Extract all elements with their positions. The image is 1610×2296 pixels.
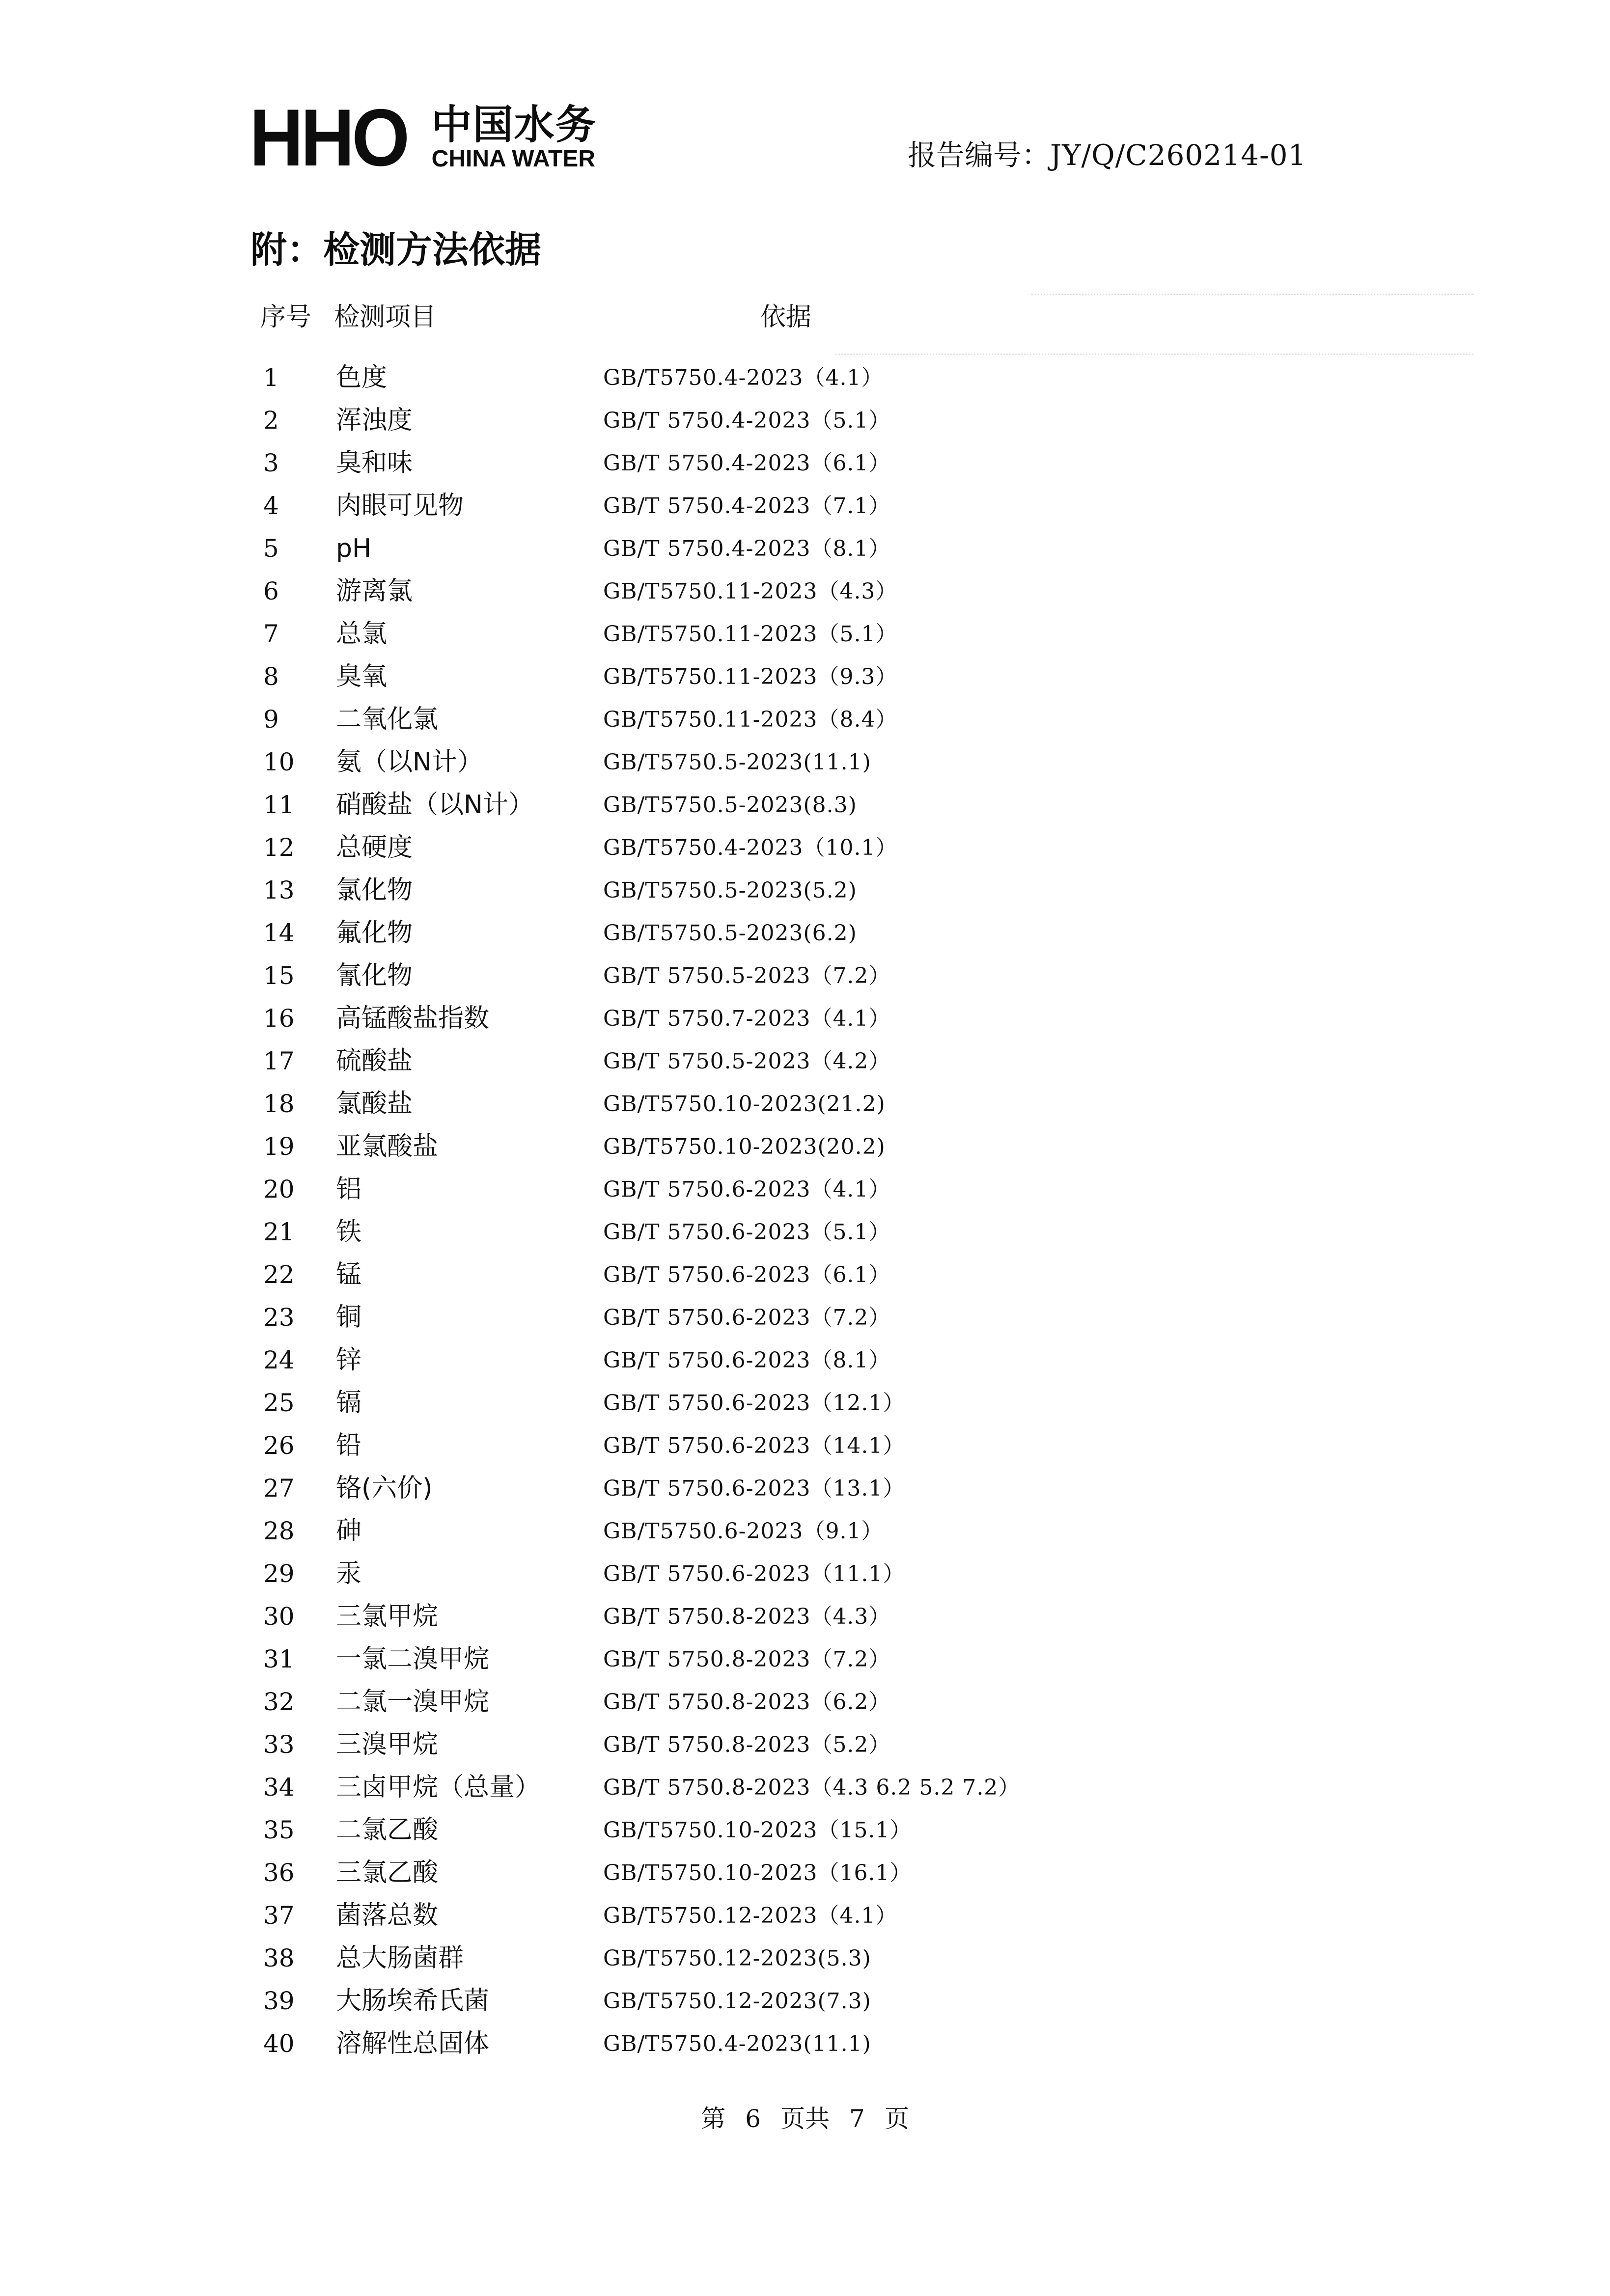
- row-number: 14: [263, 919, 295, 947]
- row-test-item: 三溴甲烷: [336, 1730, 439, 1759]
- row-method-basis: GB/T5750.12-2023（4.1）: [603, 1903, 898, 1928]
- row-method-basis: GB/T5750.11-2023（8.4）: [603, 707, 898, 732]
- row-method-basis: GB/T5750.12-2023(7.3): [603, 1989, 871, 2014]
- row-test-item: 总大肠菌群: [336, 1943, 464, 1973]
- row-test-item: 铬(六价): [336, 1474, 433, 1503]
- row-method-basis: GB/T5750.4-2023(11.1): [603, 2031, 871, 2056]
- row-method-basis: GB/T5750.10-2023（16.1）: [603, 1860, 912, 1886]
- table-row: [0, 527, 1610, 570]
- logo-chinese-name: 中国水务: [431, 101, 597, 148]
- row-number: 25: [263, 1389, 295, 1417]
- row-method-basis: GB/T5750.4-2023（4.1）: [603, 365, 884, 390]
- row-method-basis: GB/T5750.10-2023（15.1）: [603, 1818, 912, 1843]
- row-method-basis: GB/T 5750.8-2023（4.3）: [603, 1604, 891, 1629]
- row-test-item: 锌: [336, 1345, 362, 1375]
- report-number-label: 报告编号：: [908, 138, 1051, 172]
- table-row: [0, 997, 1610, 1040]
- footer-middle: 页共: [780, 2105, 830, 2133]
- row-method-basis: GB/T 5750.8-2023（4.3 6.2 5.2 7.2）: [603, 1775, 1021, 1800]
- row-test-item: 色度: [336, 363, 388, 392]
- row-method-basis: GB/T 5750.6-2023（11.1）: [603, 1561, 905, 1586]
- table-row: [0, 826, 1610, 869]
- row-number: 36: [263, 1859, 295, 1887]
- row-number: 19: [263, 1132, 295, 1161]
- table-row: [0, 1638, 1610, 1681]
- row-number: 7: [263, 620, 279, 648]
- scan-artifact-divider: [835, 354, 1473, 356]
- row-test-item: 锰: [336, 1260, 362, 1289]
- footer-prefix: 第: [701, 2105, 726, 2133]
- row-test-item: 铝: [336, 1175, 362, 1204]
- row-method-basis: GB/T5750.11-2023（4.3）: [603, 579, 898, 604]
- row-test-item: 铁: [336, 1217, 362, 1247]
- row-method-basis: GB/T5750.5-2023(11.1): [603, 750, 871, 775]
- row-test-item: 肉眼可见物: [336, 491, 464, 520]
- table-row: [0, 784, 1610, 826]
- logo-mark: HHO: [250, 92, 407, 183]
- table-row: [0, 1809, 1610, 1852]
- table-row: [0, 955, 1610, 997]
- row-test-item: 菌落总数: [336, 1901, 439, 1930]
- row-number: 35: [263, 1816, 295, 1844]
- row-number: 13: [263, 876, 295, 904]
- row-test-item: 二氯乙酸: [336, 1815, 439, 1845]
- row-number: 12: [263, 833, 295, 862]
- row-test-item: 二氧化氯: [336, 705, 439, 734]
- table-row: [0, 1595, 1610, 1638]
- row-method-basis: GB/T 5750.8-2023（6.2）: [603, 1690, 891, 1715]
- row-number: 37: [263, 1901, 295, 1930]
- row-number: 10: [263, 748, 295, 776]
- row-test-item: 大肠埃希氏菌: [336, 1986, 490, 2016]
- row-method-basis: GB/T5750.10-2023(20.2): [603, 1134, 886, 1159]
- row-number: 2: [263, 406, 279, 435]
- row-number: 8: [263, 662, 279, 691]
- row-test-item: 硝酸盐（以N计）: [336, 790, 534, 820]
- table-row: [0, 613, 1610, 656]
- row-number: 18: [263, 1090, 295, 1118]
- row-test-item: 砷: [336, 1516, 362, 1546]
- table-row: [0, 869, 1610, 912]
- row-method-basis: GB/T 5750.6-2023（8.1）: [603, 1348, 891, 1373]
- row-number: 22: [263, 1260, 295, 1289]
- row-number: 26: [263, 1431, 295, 1460]
- row-test-item: 总氯: [336, 619, 388, 649]
- row-number: 34: [263, 1773, 295, 1802]
- row-test-item: 臭和味: [336, 448, 413, 478]
- row-number: 31: [263, 1645, 295, 1673]
- table-row: [0, 1254, 1610, 1296]
- page-footer: [0, 2106, 1610, 2131]
- table-row: [0, 1852, 1610, 1894]
- row-test-item: 硫酸盐: [336, 1046, 413, 1076]
- row-number: 21: [263, 1218, 295, 1246]
- row-test-item: 镉: [336, 1388, 362, 1418]
- table-row: [0, 1296, 1610, 1339]
- table-row: [0, 442, 1610, 485]
- table-row: [0, 1723, 1610, 1766]
- row-test-item: 铅: [336, 1431, 362, 1460]
- table-row: [0, 570, 1610, 613]
- row-method-basis: GB/T 5750.6-2023（6.1）: [603, 1262, 891, 1287]
- row-method-basis: GB/T5750.12-2023(5.3): [603, 1946, 871, 1971]
- row-test-item: 氨（以N计）: [336, 747, 483, 777]
- row-method-basis: GB/T5750.11-2023（5.1）: [603, 622, 898, 647]
- row-number: 6: [263, 577, 279, 605]
- row-method-basis: GB/T5750.5-2023(6.2): [603, 921, 857, 946]
- column-header-basis: 依据: [760, 302, 812, 332]
- row-method-basis: GB/T 5750.8-2023（5.2）: [603, 1732, 891, 1757]
- column-header-item: 检测项目: [334, 302, 437, 332]
- row-test-item: 游离氯: [336, 576, 413, 606]
- table-row: [0, 1766, 1610, 1809]
- row-number: 33: [263, 1730, 295, 1759]
- row-number: 15: [263, 961, 295, 990]
- table-row: [0, 1681, 1610, 1723]
- logo-wordmark: [431, 101, 597, 172]
- scan-artifact-divider: [1031, 294, 1473, 296]
- row-number: 39: [263, 1987, 295, 2015]
- row-number: 9: [263, 705, 279, 734]
- row-test-item: 臭氧: [336, 662, 388, 691]
- report-number: [908, 138, 1307, 172]
- row-test-item: 氰化物: [336, 961, 413, 990]
- row-test-item: 二氯一溴甲烷: [336, 1687, 490, 1717]
- row-method-basis: GB/T 5750.4-2023（5.1）: [603, 408, 891, 433]
- row-test-item: 亚氯酸盐: [336, 1132, 439, 1161]
- row-number: 1: [263, 363, 279, 392]
- row-method-basis: GB/T5750.11-2023（9.3）: [603, 664, 898, 689]
- row-number: 27: [263, 1474, 295, 1503]
- table-row: [0, 1980, 1610, 2023]
- row-method-basis: GB/T 5750.5-2023（7.2）: [603, 963, 891, 988]
- footer-total-pages: 7: [849, 2105, 865, 2133]
- row-method-basis: GB/T 5750.6-2023（5.1）: [603, 1220, 891, 1245]
- table-row: [0, 1083, 1610, 1125]
- row-number: 23: [263, 1303, 295, 1332]
- row-test-item: 三氯乙酸: [336, 1858, 439, 1887]
- row-number: 17: [263, 1047, 295, 1075]
- table-row: [0, 1894, 1610, 1937]
- row-test-item: 总硬度: [336, 833, 413, 862]
- table-row: [0, 1424, 1610, 1467]
- table-row: [0, 698, 1610, 741]
- table-row: [0, 912, 1610, 955]
- row-method-basis: GB/T 5750.4-2023（6.1）: [603, 451, 891, 476]
- row-number: 32: [263, 1688, 295, 1716]
- table-row: [0, 356, 1610, 399]
- row-number: 16: [263, 1004, 295, 1033]
- table-row: [0, 1553, 1610, 1595]
- company-logo: [250, 92, 597, 183]
- row-method-basis: GB/T5750.6-2023（9.1）: [603, 1519, 884, 1544]
- row-test-item: 汞: [336, 1559, 362, 1588]
- row-number: 4: [263, 492, 279, 520]
- column-header-no: 序号: [260, 302, 312, 332]
- table-row: [0, 1125, 1610, 1168]
- row-number: 40: [263, 2029, 295, 2058]
- row-number: 24: [263, 1346, 295, 1374]
- logo-english-name: CHINA WATER: [431, 145, 595, 172]
- row-test-item: pH: [336, 534, 372, 563]
- row-number: 11: [263, 791, 295, 819]
- row-number: 28: [263, 1517, 295, 1545]
- row-number: 38: [263, 1944, 295, 1972]
- footer-suffix: 页: [884, 2105, 909, 2133]
- table-row: [0, 485, 1610, 527]
- row-method-basis: GB/T 5750.4-2023（8.1）: [603, 536, 891, 561]
- row-method-basis: GB/T 5750.8-2023（7.2）: [603, 1647, 891, 1672]
- row-test-item: 氯酸盐: [336, 1089, 413, 1119]
- footer-current-page: 6: [745, 2105, 761, 2133]
- table-row: [0, 1937, 1610, 1980]
- table-row: [0, 1040, 1610, 1083]
- row-method-basis: GB/T 5750.6-2023（14.1）: [603, 1433, 905, 1458]
- row-method-basis: GB/T 5750.6-2023（12.1）: [603, 1391, 905, 1416]
- row-method-basis: GB/T5750.5-2023(8.3): [603, 793, 857, 818]
- row-method-basis: GB/T5750.4-2023（10.1）: [603, 835, 898, 860]
- row-method-basis: GB/T5750.10-2023(21.2): [603, 1092, 886, 1117]
- table-row: [0, 2023, 1610, 2065]
- row-number: 30: [263, 1602, 295, 1631]
- row-method-basis: GB/T 5750.6-2023（13.1）: [603, 1476, 905, 1501]
- table-row: [0, 741, 1610, 784]
- row-method-basis: GB/T 5750.5-2023（4.2）: [603, 1049, 891, 1074]
- table-row: [0, 1211, 1610, 1254]
- table-row: [0, 656, 1610, 698]
- row-method-basis: GB/T5750.5-2023(5.2): [603, 878, 857, 903]
- row-test-item: 三卤甲烷（总量）: [336, 1773, 541, 1802]
- table-row: [0, 1382, 1610, 1424]
- row-test-item: 高锰酸盐指数: [336, 1004, 490, 1033]
- row-method-basis: GB/T 5750.4-2023（7.1）: [603, 493, 891, 519]
- section-title: 附：检测方法依据: [250, 229, 541, 271]
- row-test-item: 氟化物: [336, 918, 413, 948]
- row-test-item: 浑浊度: [336, 406, 413, 435]
- row-method-basis: GB/T 5750.7-2023（4.1）: [603, 1006, 891, 1031]
- row-number: 3: [263, 449, 279, 477]
- table-row: [0, 1168, 1610, 1211]
- row-number: 5: [263, 534, 279, 563]
- row-test-item: 铜: [336, 1303, 362, 1332]
- row-method-basis: GB/T 5750.6-2023（7.2）: [603, 1305, 891, 1330]
- table-row: [0, 399, 1610, 442]
- table-row: [0, 1510, 1610, 1553]
- table-row: [0, 1339, 1610, 1382]
- row-test-item: 三氯甲烷: [336, 1602, 439, 1631]
- row-number: 20: [263, 1175, 295, 1203]
- row-method-basis: GB/T 5750.6-2023（4.1）: [603, 1177, 891, 1202]
- report-number-value: JY/Q/C260214-01: [1050, 138, 1307, 172]
- row-test-item: 一氯二溴甲烷: [336, 1644, 490, 1674]
- table-row: [0, 1467, 1610, 1510]
- row-number: 29: [263, 1559, 295, 1588]
- row-test-item: 氯化物: [336, 875, 413, 905]
- row-test-item: 溶解性总固体: [336, 2029, 490, 2058]
